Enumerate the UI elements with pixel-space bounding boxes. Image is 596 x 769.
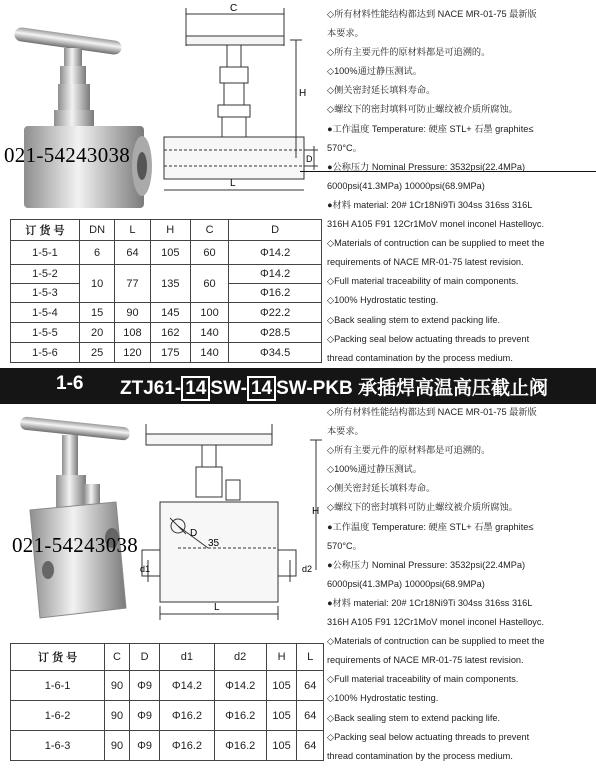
table-cell: 90 <box>105 731 130 761</box>
spec-line: 本要求。 <box>327 28 364 39</box>
col-header: L <box>297 644 324 671</box>
table-cell: 175 <box>150 343 190 363</box>
spec-line: ◇Back sealing stem to extend packing life. <box>327 314 501 325</box>
dim-label-d1: d1 <box>140 564 151 574</box>
table-cell: 77 <box>115 265 150 303</box>
dim-label-l: L <box>214 602 220 613</box>
dim-label-d: D <box>190 528 198 539</box>
dim-label-d2: d2 <box>302 564 313 574</box>
table-cell: 1-6-1 <box>11 671 105 701</box>
product-title-banner <box>0 368 596 404</box>
table-cell: Φ16.2 <box>214 701 266 731</box>
table-cell: 1-5-1 <box>11 241 80 265</box>
dim-label-l: L <box>230 178 236 189</box>
table-cell: Φ16.2 <box>214 731 266 761</box>
col-header: C <box>190 220 228 241</box>
spec-line: ●材料 material: 20# 1Cr18Ni9Ti 304ss 316ss 316L <box>327 597 533 608</box>
spec-line: ◇侧关密封延长填料寿命。 <box>327 483 436 494</box>
table-cell: 90 <box>115 303 150 323</box>
table-cell: 6 <box>79 241 114 265</box>
phone-number-top: 021-54243038 <box>4 143 131 167</box>
banner-model <box>120 373 548 400</box>
table-cell: Φ14.2 <box>160 671 214 701</box>
banner-text: 14 <box>247 376 276 401</box>
col-header: D <box>129 644 160 671</box>
spec-line: ◇所有材料性能结构都达到 NACE MR-01-75 最新版 <box>327 407 537 417</box>
col-header: H <box>266 644 297 671</box>
table-cell: 145 <box>150 303 190 323</box>
dim-label-d: D <box>306 154 313 164</box>
spec-line: ◇100% Hydrostatic testing. <box>327 295 439 306</box>
table-row <box>11 731 324 761</box>
table-cell: 105 <box>266 731 297 761</box>
banner-text: SW-PKB 承插焊高温高压截止阀 <box>276 378 549 399</box>
table-cell: Φ9 <box>129 671 160 701</box>
spec-line: ◇侧关密封延长填料寿命。 <box>327 85 436 96</box>
spec-line: ◇Materials of contruction can be supplied to meet the <box>327 636 545 647</box>
col-header: DN <box>79 220 114 241</box>
table-cell: Φ16.2 <box>229 284 322 303</box>
table-cell: 64 <box>297 701 324 731</box>
table-cell: 1-5-4 <box>11 303 80 323</box>
table-cell: 140 <box>190 323 228 343</box>
table-cell: Φ14.2 <box>229 265 322 284</box>
spec-line: 316H A105 F91 12Cr1MoV monel inconel Hastelloyc. <box>327 617 545 628</box>
table-row <box>11 265 322 284</box>
spec-line: 570°C。 <box>327 540 362 551</box>
spec-line: 6000psi(41.3MPa) 10000psi(68.9MPa) <box>327 180 485 191</box>
col-header: H <box>150 220 190 241</box>
table-cell: 64 <box>297 731 324 761</box>
spec-line: ◇100%通过静压测试。 <box>327 464 422 475</box>
table-cell: Φ34.5 <box>229 343 322 363</box>
table-cell: 100 <box>190 303 228 323</box>
spec-line: ●材料 material: 20# 1Cr18Ni9Ti 304ss 316ss 316L <box>327 199 533 210</box>
table-cell: 60 <box>190 241 228 265</box>
table-row <box>11 343 322 363</box>
col-header: d2 <box>214 644 266 671</box>
spec-line: ●公称压力 Nominal Pressure: 3532psi(22.4MPa) <box>327 559 526 570</box>
dim-label-h: H <box>312 506 320 517</box>
spec-text-top <box>327 5 593 368</box>
spec-text-bottom <box>327 403 593 766</box>
table-cell: 10 <box>79 265 114 303</box>
dim-label-c: C <box>230 3 238 14</box>
col-header: 订 货 号 <box>11 220 80 241</box>
col-header: d1 <box>160 644 214 671</box>
table-cell: 20 <box>79 323 114 343</box>
spec-line: ◇螺纹下的密封填料可防止螺纹被介质所腐蚀。 <box>327 104 518 115</box>
spec-line: ◇Materials of contruction can be supplied to meet the <box>327 238 545 249</box>
phone-number-bottom: 021-54243038 <box>12 533 139 557</box>
table-cell: 1-5-6 <box>11 343 80 363</box>
valve-drawing-top <box>156 0 324 198</box>
valve-drawing-bottom <box>140 420 326 630</box>
spec-line: 316H A105 F91 12Cr1MoV monel inconel Hastelloyc. <box>327 219 545 230</box>
spec-line: ◇100% Hydrostatic testing. <box>327 693 439 704</box>
table-row <box>11 241 322 265</box>
spec-line: ●工作温度 Temperature: 硬座 STL+ 石墨 graphite≤ <box>327 521 534 532</box>
table-cell: 64 <box>297 671 324 701</box>
spec-line: ◇Packing seal below actuating threads to prevent <box>327 731 530 742</box>
table-cell: 1-6-3 <box>11 731 105 761</box>
table-cell: 1-5-3 <box>11 284 80 303</box>
table-row <box>11 323 322 343</box>
order-table-top <box>10 219 322 363</box>
col-header: 订 货 号 <box>11 644 105 671</box>
table-cell: 60 <box>190 265 228 303</box>
table-cell: 105 <box>266 671 297 701</box>
table-cell: 105 <box>150 241 190 265</box>
valve-photo-bottom <box>0 410 150 625</box>
table-cell: Φ9 <box>129 731 160 761</box>
spec-line: ●工作温度 Temperature: 硬座 STL+ 石墨 graphite≤ <box>327 123 534 134</box>
table-cell: 25 <box>79 343 114 363</box>
spec-line: 570°C。 <box>327 142 362 153</box>
table-cell: 108 <box>115 323 150 343</box>
spec-line: ◇所有材料性能结构都达到 NACE MR-01-75 最新版 <box>327 9 537 19</box>
spec-line: ◇100%通过静压测试。 <box>327 66 422 77</box>
banner-text: 14 <box>181 376 210 401</box>
table-cell: 135 <box>150 265 190 303</box>
order-table-bottom <box>10 643 324 761</box>
table-cell: 140 <box>190 343 228 363</box>
table-cell: 64 <box>115 241 150 265</box>
table-cell: Φ16.2 <box>160 701 214 731</box>
spec-line: ◇所有主要元件的原材料都是可追溯的。 <box>327 445 491 456</box>
spec-line: ◇Back sealing stem to extend packing life. <box>327 712 501 723</box>
table-cell: Φ14.2 <box>229 241 322 265</box>
table-cell: 162 <box>150 323 190 343</box>
col-header: C <box>105 644 130 671</box>
col-header: D <box>229 220 322 241</box>
spec-line: ●公称压力 Nominal Pressure: 3532psi(22.4MPa) <box>327 161 526 172</box>
table-cell: 15 <box>79 303 114 323</box>
dim-label-35: 35 <box>208 538 220 549</box>
spec-line: ◇螺纹下的密封填料可防止螺纹被介质所腐蚀。 <box>327 502 518 513</box>
table-cell: 90 <box>105 671 130 701</box>
spec-line: 本要求。 <box>327 426 364 437</box>
banner-text: ZTJ61- <box>120 378 182 399</box>
spec-line: ◇Packing seal below actuating threads to prevent <box>327 333 530 344</box>
table-cell: 1-6-2 <box>11 701 105 731</box>
table-row <box>11 671 324 701</box>
spec-line: thread contamination by the process medium. <box>327 750 513 761</box>
table-cell: Φ9 <box>129 701 160 731</box>
table-row <box>11 701 324 731</box>
spec-line: 6000psi(41.3MPa) 10000psi(68.9MPa) <box>327 578 485 589</box>
spec-line: ◇所有主要元件的原材料都是可追溯的。 <box>327 47 491 58</box>
spec-line: ◇Full material traceability of main components. <box>327 674 519 685</box>
table-cell: 1-5-2 <box>11 265 80 284</box>
banner-number: 1-6 <box>56 373 84 394</box>
spec-line: ◇Full material traceability of main components. <box>327 276 519 287</box>
table-cell: Φ22.2 <box>229 303 322 323</box>
dim-label-h: H <box>299 88 307 99</box>
table-cell: 105 <box>266 701 297 731</box>
banner-text: SW- <box>210 378 247 399</box>
table-row <box>11 303 322 323</box>
col-header: L <box>115 220 150 241</box>
table-cell: Φ28.5 <box>229 323 322 343</box>
table-cell: 90 <box>105 701 130 731</box>
table-cell: 120 <box>115 343 150 363</box>
spec-line: requirements of NACE MR-01-75 latest revision. <box>327 257 524 268</box>
table-cell: Φ16.2 <box>160 731 214 761</box>
spec-line: requirements of NACE MR-01-75 latest revision. <box>327 655 524 666</box>
valve-photo-top <box>0 0 160 215</box>
table-cell: 1-5-5 <box>11 323 80 343</box>
spec-line: thread contamination by the process medium. <box>327 352 513 363</box>
table-cell: Φ14.2 <box>214 671 266 701</box>
